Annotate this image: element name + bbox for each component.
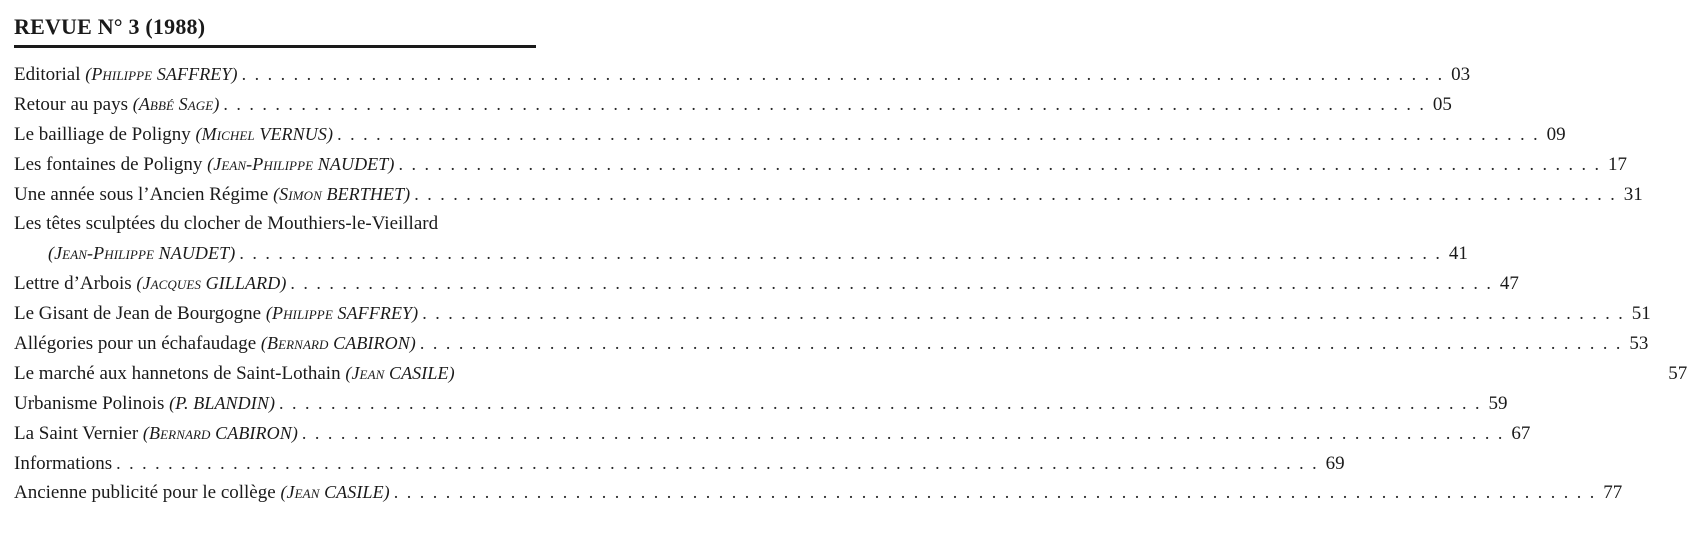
dot-leader: [242, 60, 1445, 90]
dot-leader: [422, 299, 1625, 329]
toc-entry: [14, 449, 1345, 479]
toc-entry: [14, 389, 1508, 419]
entry-author: (Jean-Philippe NAUDET): [48, 243, 236, 264]
entry-page-number: 03: [1451, 64, 1471, 85]
table-of-contents: [14, 60, 1687, 508]
entry-title: Allégories pour un échafaudage: [14, 333, 257, 355]
entry-author: (Philippe SAFFREY): [265, 303, 419, 324]
entry-page-number: 09: [1546, 123, 1566, 145]
toc-entry: [14, 329, 1649, 359]
dot-leader: [420, 329, 1623, 359]
toc-entry: [14, 299, 1651, 329]
dot-leader: [337, 120, 1540, 150]
entry-page-number: 41: [1448, 243, 1468, 265]
toc-entry: [14, 359, 1687, 389]
dot-leader: [398, 150, 1601, 180]
entry-author: (Jean-Philippe NAUDET): [207, 153, 395, 174]
entry-page-number: 51: [1631, 303, 1651, 325]
entry-author: (Abbé Sage): [132, 93, 220, 114]
entry-title: Retour au pays: [14, 93, 128, 115]
toc-entry-author-line: [14, 239, 1468, 269]
entry-title: Informations: [14, 452, 113, 474]
toc-entry: [14, 60, 1471, 90]
entry-title: Les fontaines de Poligny: [14, 153, 203, 175]
dot-leader: [414, 180, 1617, 210]
toc-entry: [14, 120, 1566, 150]
entry-author: (Philippe SAFFREY): [85, 64, 238, 84]
entry-page-number: 77: [1603, 482, 1623, 504]
issue-title: REVUE N° 3 (1988): [14, 14, 206, 39]
entry-author: (Simon BERTHET): [273, 183, 411, 204]
entry-author: (Bernard CABIRON): [142, 422, 298, 443]
issue-header: [14, 13, 536, 48]
entry-author: (P. BLANDIN): [169, 392, 276, 413]
entry-author: (Michel VERNUS): [195, 123, 334, 144]
dot-leader: [223, 90, 1426, 120]
dot-leader: [394, 478, 1597, 508]
entry-author: (Jean CASILE): [345, 362, 455, 383]
entry-page-number: 57: [1668, 362, 1687, 384]
dot-leader: [279, 389, 1482, 419]
toc-entry: [14, 150, 1627, 180]
entry-title: Editorial: [14, 64, 81, 85]
entry-title: Le Gisant de Jean de Bourgogne: [14, 303, 262, 325]
entry-author: (Jean CASILE): [280, 482, 390, 503]
entry-author: (Jacques GILLARD): [136, 273, 287, 294]
toc-entry: [14, 90, 1452, 120]
entry-title: Ancienne publicité pour le collège: [14, 482, 276, 504]
entry-title: Une année sous l’Ancien Régime: [14, 183, 269, 205]
entry-title: Le marché aux hannetons de Saint-Lothain: [14, 362, 341, 384]
toc-entry-title-line: [14, 209, 528, 239]
entry-page-number: 47: [1499, 273, 1519, 295]
entry-page-number: 69: [1325, 452, 1345, 474]
entry-page-number: 67: [1511, 422, 1531, 444]
entry-title: Les têtes sculptées du clocher de Mouthiers-le-Vieillard: [14, 213, 439, 235]
entry-title: Urbanisme Polinois: [14, 392, 165, 414]
toc-entry: [14, 269, 1519, 299]
dot-leader: [302, 419, 1505, 449]
entry-page-number: 31: [1623, 183, 1643, 205]
toc-entry: [14, 419, 1531, 449]
toc-entry: [14, 180, 1643, 210]
dot-leader: [116, 449, 1319, 479]
entry-page-number: 59: [1488, 392, 1508, 414]
dot-leader: [290, 269, 1493, 299]
entry-page-number: 17: [1607, 153, 1627, 175]
entry-page-number: 53: [1629, 333, 1649, 355]
dot-leader: [239, 239, 1442, 269]
entry-title: La Saint Vernier: [14, 422, 139, 444]
toc-entry: [14, 478, 1623, 508]
entry-title: Lettre d’Arbois: [14, 273, 132, 295]
entry-page-number: 05: [1432, 93, 1452, 115]
entry-author: (Bernard CABIRON): [260, 333, 416, 354]
entry-title: Le bailliage de Poligny: [14, 123, 191, 145]
